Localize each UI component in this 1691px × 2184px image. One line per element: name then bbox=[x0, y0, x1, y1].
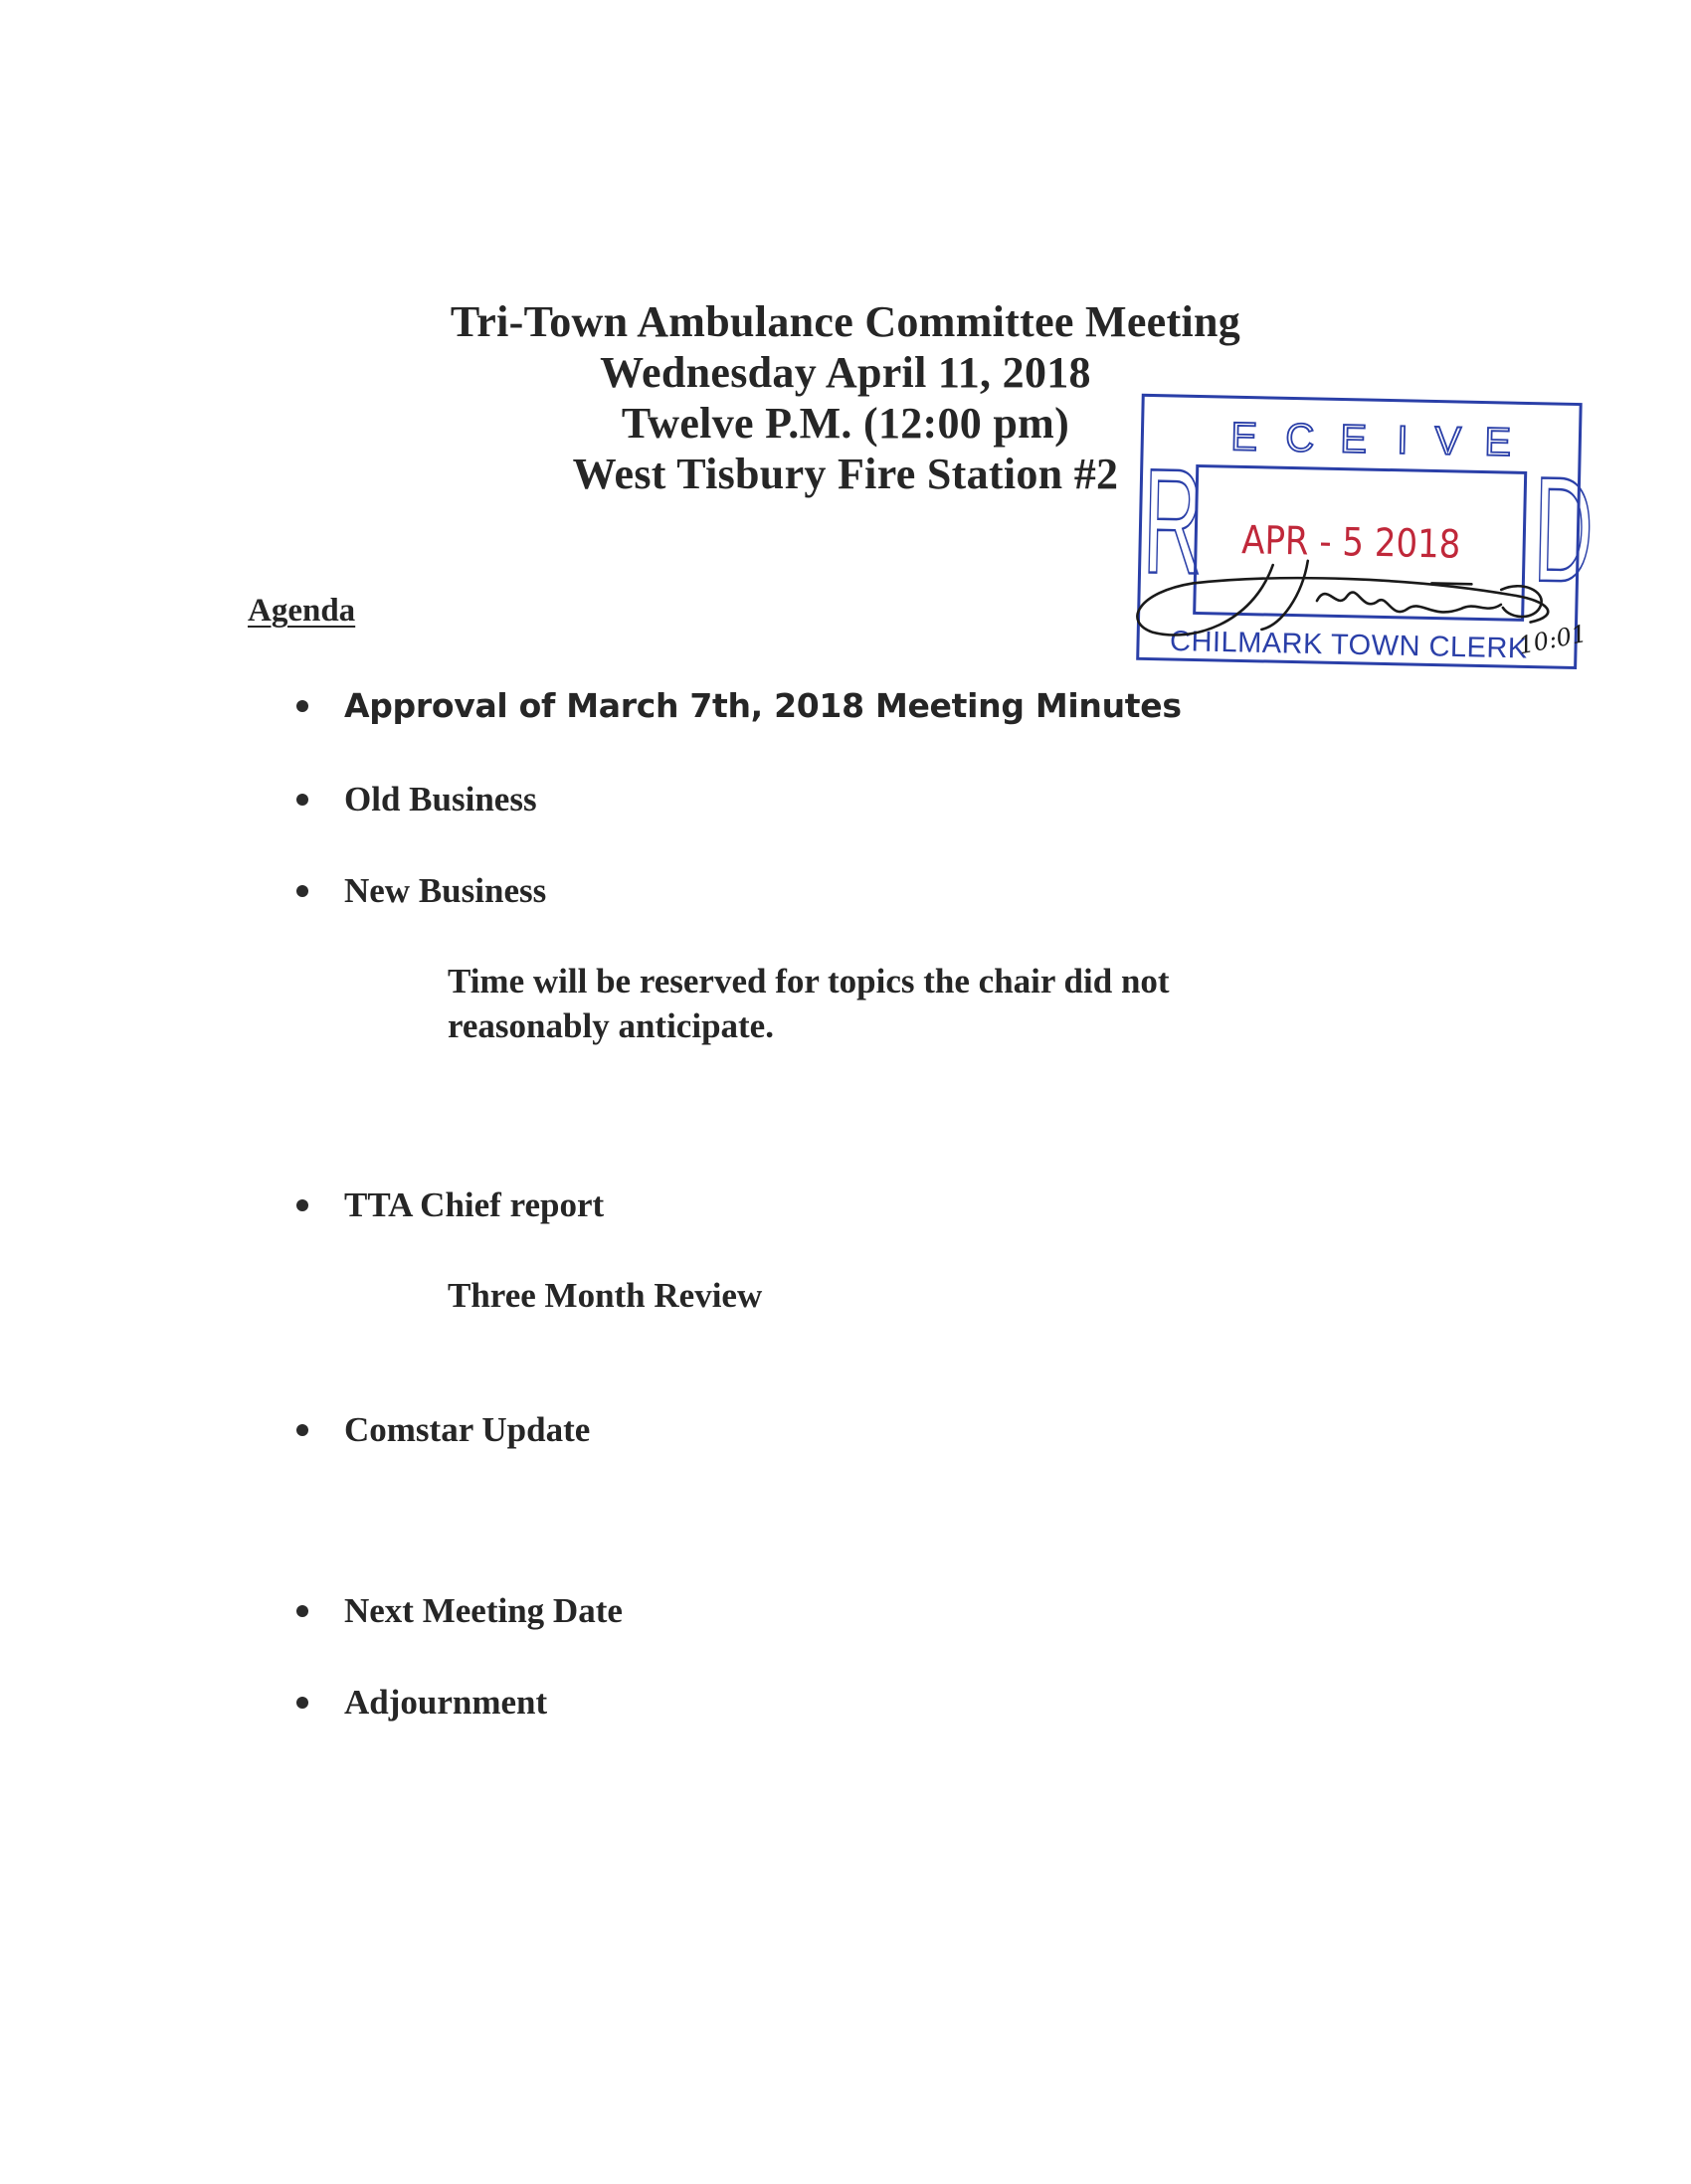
stamp-letter-d: D bbox=[1532, 445, 1596, 615]
agenda-item-old-business bbox=[296, 780, 537, 819]
new-business-note bbox=[448, 959, 1170, 1048]
chief-report-note bbox=[448, 1273, 762, 1318]
agenda-item-label: New Business bbox=[344, 871, 547, 910]
bullet-icon bbox=[296, 885, 308, 897]
meeting-location: West Tisbury Fire Station #2 bbox=[572, 450, 1119, 498]
agenda-item-new-business bbox=[296, 871, 546, 911]
stamp-letter-e: E bbox=[1339, 417, 1368, 462]
agenda-heading: Agenda bbox=[248, 593, 356, 629]
received-stamp-graphic bbox=[1134, 398, 1596, 706]
agenda-item-chief-report bbox=[296, 1185, 604, 1225]
agenda-item-comstar bbox=[296, 1410, 590, 1450]
agenda-item-next-meeting bbox=[296, 1591, 623, 1631]
stamp-letter-i: I bbox=[1396, 418, 1409, 462]
agenda-item-label: Old Business bbox=[344, 780, 537, 819]
stamp-letter-r: R bbox=[1141, 437, 1205, 606]
stamp-letter-v: V bbox=[1433, 419, 1462, 464]
agenda-item-approval bbox=[296, 686, 1182, 726]
bullet-icon bbox=[296, 1424, 308, 1436]
meeting-time: Twelve P.M. (12:00 pm) bbox=[621, 399, 1070, 448]
agenda-item-label: Adjournment bbox=[344, 1683, 548, 1722]
meeting-title: Tri-Town Ambulance Committee Meeting bbox=[450, 297, 1241, 346]
agenda-item-adjournment bbox=[296, 1683, 547, 1723]
stamp-letter-c: C bbox=[1284, 416, 1315, 460]
bullet-icon bbox=[296, 1697, 308, 1709]
new-business-note-line: reasonably anticipate. bbox=[448, 1006, 774, 1045]
agenda-item-label: TTA Chief report bbox=[344, 1185, 605, 1224]
stamp-letter-e: E bbox=[1229, 415, 1258, 459]
agenda-item-label: Next Meeting Date bbox=[344, 1591, 623, 1630]
stamp-office: CHILMARK TOWN CLERK bbox=[1169, 625, 1529, 665]
bullet-icon bbox=[296, 1605, 308, 1617]
agenda-item-label: Approval of March 7th, 2018 Meeting Minutes bbox=[344, 686, 1182, 725]
handwritten-time: 10:01 bbox=[1516, 619, 1590, 660]
chief-report-note-line: Three Month Review bbox=[448, 1276, 763, 1315]
bullet-icon bbox=[296, 794, 308, 806]
bullet-icon bbox=[296, 1199, 308, 1211]
new-business-note-line: Time will be reserved for topics the chair did not bbox=[448, 962, 1170, 1001]
received-stamp bbox=[1134, 398, 1596, 706]
agenda-item-label: Comstar Update bbox=[344, 1410, 591, 1449]
stamp-date: APR - 5 2018 bbox=[1240, 516, 1461, 568]
bullet-icon bbox=[296, 700, 308, 712]
meeting-date: Wednesday April 11, 2018 bbox=[600, 348, 1091, 397]
stamp-letter-e: E bbox=[1483, 420, 1512, 465]
